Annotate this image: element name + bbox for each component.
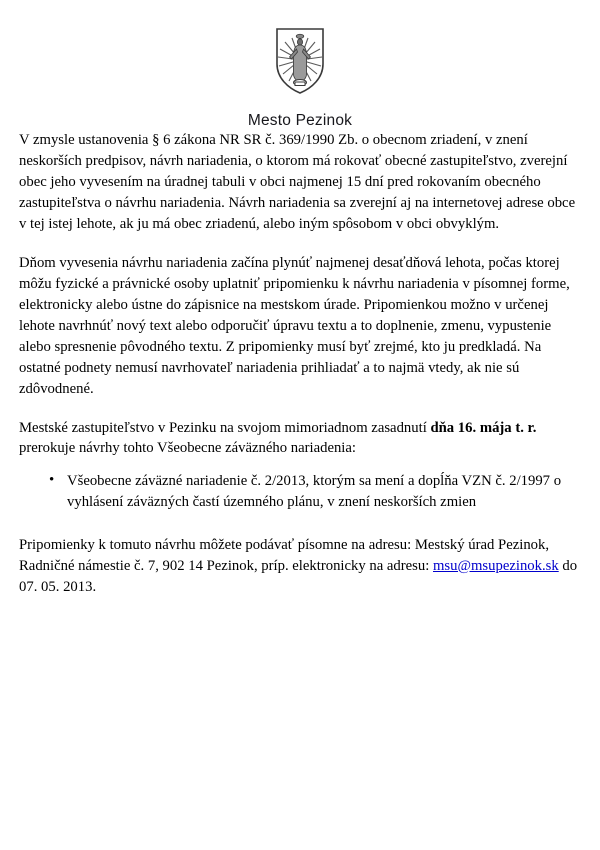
crest-container	[0, 0, 600, 96]
session-date: dňa 16. mája t. r.	[430, 419, 537, 436]
list-item: • Všeobecne záväzné nariadenie č. 2/2013, ktorým sa mení a dopĺňa VZN č. 2/1997 o vyhlásení záväzných častí územného plánu, v znení neskorších zmien	[67, 471, 579, 513]
pezinok-coat-of-arms-icon	[274, 26, 326, 96]
paragraph-submission-address	[19, 535, 579, 598]
spacer	[19, 234, 579, 253]
session-text-before: Mestské zastupiteľstvo v Pezinku na svojom mimoriadnom zasadnutí	[19, 419, 431, 436]
spacer	[19, 459, 579, 471]
session-text-after: prerokuje návrhy tohto Všeobecne záväzného nariadenia:	[19, 440, 356, 457]
regulation-list	[19, 471, 579, 513]
address-text-after: do 07. 05. 2013.	[19, 557, 578, 595]
spacer	[19, 400, 579, 418]
paragraph-comment-period: Dňom vyvesenia návrhu nariadenia začína plynúť najmenej desaťdňová lehota, počas ktorej môžu fyzické a právnické osoby uplatniť pripomienku k návrhu nariadenia v písomnej forme, elektronicky alebo ústne do zápisnice na mestskom úrade. Pripomienkou možno v určenej lehote navrhnúť nový text alebo odporučiť úpravu textu a to doplnenie, zmenu, vypustenie alebo spresnenie pôvodného textu. Z pripomienky musí byť zrejmé, kto ju predkladá. Na ostatné podnety nemusí navrhovateľ nariadenia prihliadať a to najmä vtedy, ak nie sú zdôvodnené.	[19, 255, 570, 397]
spacer	[19, 513, 579, 535]
paragraph-legal-basis: V zmysle ustanovenia § 6 zákona NR SR č. 369/1990 Zb. o obecnom zriadení, v znení neskorších predpisov, návrh nariadenia, o ktorom má rokovať obecné zastupiteľstvo, zverejní obec jeho vyvesením na úradnej tabuli v obci najmenej 15 dní pred rokovaním obecného zastupiteľstva o návrhu nariadenia. Návrh nariadenia sa zverejní aj na internetovej adrese obce v tej istej lehote, ak ju má obec zriadenú, alebo iným spôsobom v obci obvyklým.	[19, 132, 576, 232]
address-text-before: Pripomienky k tomuto návrhu môžete podávať písomne na adresu: Mestský úrad Pezinok, Radničné námestie č. 7, 902 14 Pezinok, príp. elektronicky na adresu:	[19, 537, 550, 574]
page-title: Mesto Pezinok	[247, 112, 353, 129]
paragraph-council-session	[19, 418, 579, 460]
email-link[interactable]: msu@msupezinok.sk	[433, 557, 559, 574]
document-body	[0, 130, 600, 598]
